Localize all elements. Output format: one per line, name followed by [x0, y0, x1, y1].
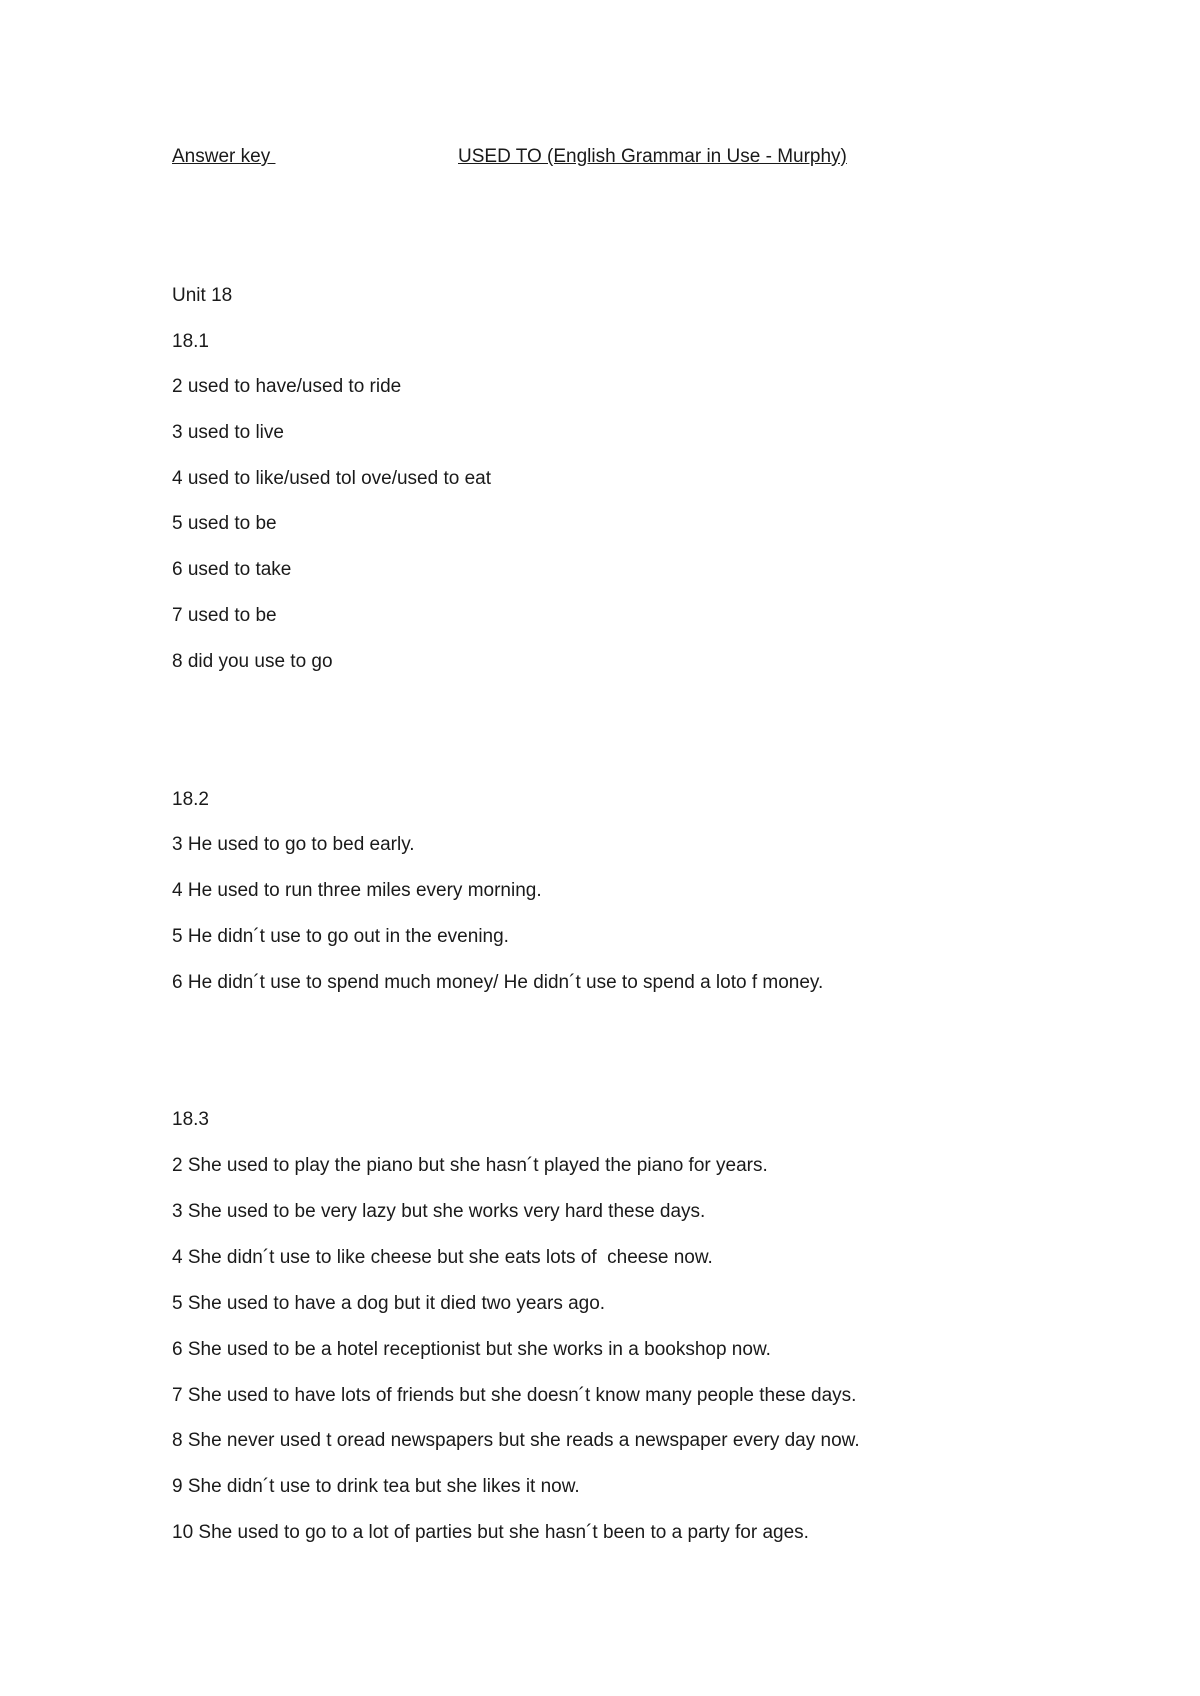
answer-line: 6 used to take — [172, 559, 292, 580]
answer-key-heading: Answer key — [172, 146, 276, 167]
answer-line: 8 did you use to go — [172, 651, 333, 672]
answer-line: 2 She used to play the piano but she hasn´t played the piano for years. — [172, 1155, 768, 1176]
answer-line: 7 She used to have lots of friends but she doesn´t know many people these days. — [172, 1385, 857, 1406]
section-number: 18.2 — [172, 789, 209, 810]
answer-line: 5 She used to have a dog but it died two years ago. — [172, 1293, 606, 1314]
answer-line: 4 He used to run three miles every morning. — [172, 880, 542, 901]
document-header — [172, 146, 1072, 172]
answer-line: 3 He used to go to bed early. — [172, 834, 415, 855]
answer-line: 5 used to be — [172, 513, 277, 534]
answer-line: 8 She never used t oread newspapers but she reads a newspaper every day now. — [172, 1430, 860, 1451]
answer-line: 6 She used to be a hotel receptionist but she works in a bookshop now. — [172, 1339, 771, 1360]
section-number: 18.1 — [172, 331, 209, 352]
section-number: 18.3 — [172, 1109, 209, 1130]
answer-line: 3 used to live — [172, 422, 284, 443]
book-title-heading: USED TO (English Grammar in Use - Murphy) — [458, 146, 847, 167]
answer-line: 9 She didn´t use to drink tea but she likes it now. — [172, 1476, 580, 1497]
answer-line: 4 used to like/used tol ove/used to eat — [172, 468, 491, 489]
answer-line: 6 He didn´t use to spend much money/ He didn´t use to spend a loto f money. — [172, 972, 824, 993]
answer-line: 4 She didn´t use to like cheese but she eats lots of cheese now. — [172, 1247, 713, 1268]
answer-line: 10 She used to go to a lot of parties but she hasn´t been to a party for ages. — [172, 1522, 809, 1543]
answer-line: 2 used to have/used to ride — [172, 376, 402, 397]
answer-line: 7 used to be — [172, 605, 277, 626]
answer-line: 3 She used to be very lazy but she works very hard these days. — [172, 1201, 706, 1222]
unit-title: Unit 18 — [172, 285, 233, 306]
answer-line: 5 He didn´t use to go out in the evening. — [172, 926, 509, 947]
